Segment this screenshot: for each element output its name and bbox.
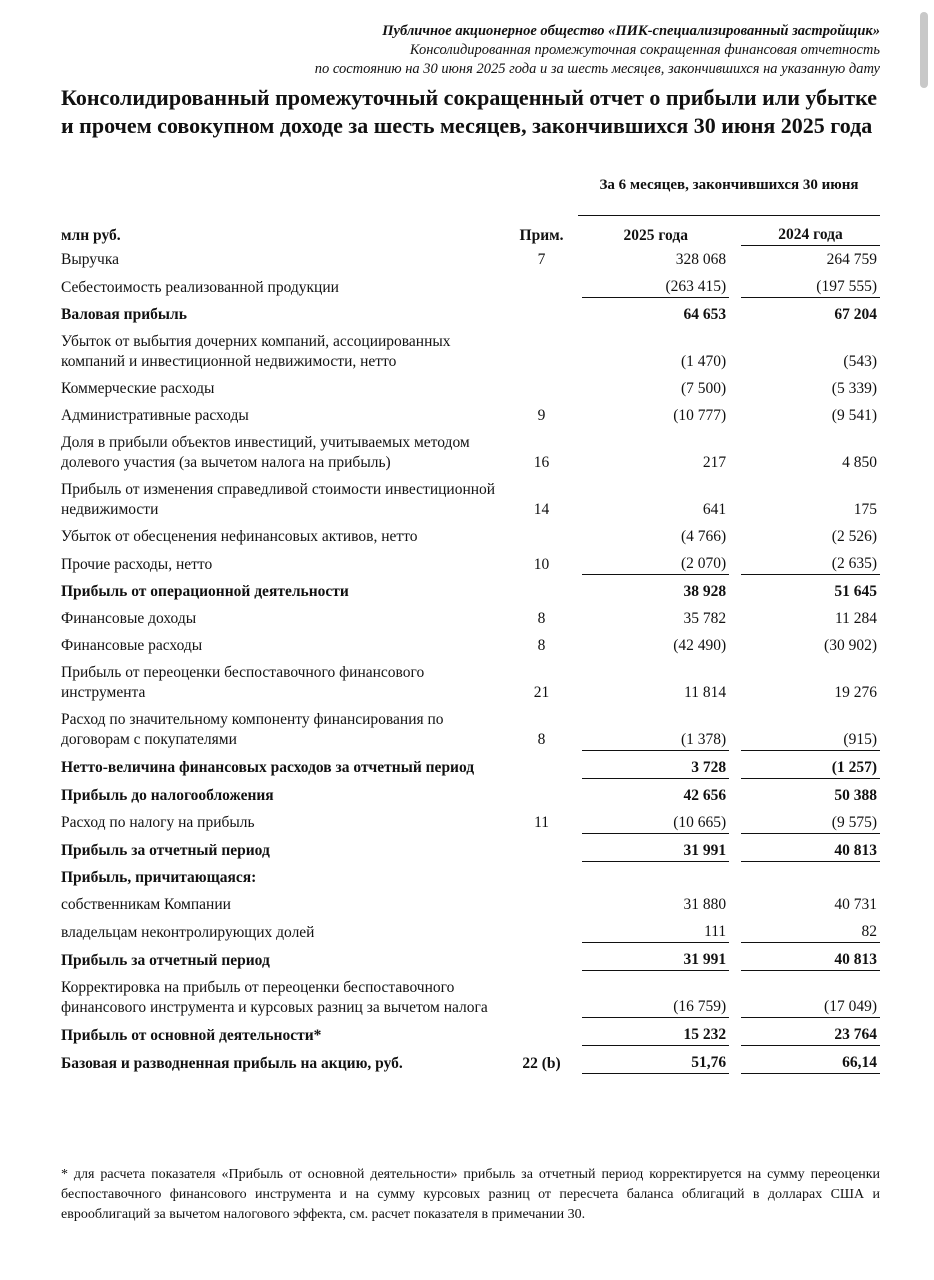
report-date: по состоянию на 30 июня 2025 года и за шесть месяцев, закончившихся на указанную дату — [314, 61, 880, 77]
table-row — [61, 888, 880, 915]
footnote: * для расчета показателя «Прибыль от основной деятельности» прибыль за отчетный период корректируется на сумму переоценки беспоставочного финансового инструмента и на сумму курсовых разниц от пересчета баланса облигаций в долларах США и еврооблигаций за вычетом налогового эффекта, см. расчет показателя в примечании 30. — [61, 1167, 880, 1222]
row-label: Убыток от обесценения нефинансовых активов, нетто — [61, 528, 418, 545]
row-label: Коммерческие расходы — [61, 380, 215, 397]
row-value-2025: (10 777) — [673, 407, 727, 424]
row-label: собственникам Компании — [61, 896, 231, 913]
table-row — [61, 703, 880, 750]
row-value-2025: 31 991 — [582, 833, 729, 861]
row-value-2024: (2 526) — [831, 528, 877, 545]
row-note — [509, 750, 575, 778]
row-value-2024: 67 204 — [834, 306, 877, 323]
row-label: Прибыль до налогообложения — [61, 786, 274, 804]
table-row — [61, 246, 880, 271]
table-row — [61, 1046, 880, 1074]
row-label: Себестоимость реализованной продукции — [61, 278, 339, 296]
table-row — [61, 971, 880, 1018]
row-value-2024: (543) — [843, 353, 877, 370]
row-note — [509, 575, 575, 603]
row-value-2025: 3 728 — [582, 750, 729, 778]
table-row — [61, 575, 880, 603]
row-note — [509, 833, 575, 861]
row-value-2024: 40 813 — [741, 833, 880, 861]
table-row — [61, 602, 880, 629]
row-note: 22 (b) — [522, 1054, 561, 1072]
row-value-2024: (915) — [741, 703, 880, 750]
row-value-2024: 11 284 — [834, 610, 877, 627]
row-value-2025: 111 — [582, 915, 729, 943]
row-label: Прочие расходы, нетто — [61, 555, 213, 573]
row-label: Расход по налогу на прибыль — [61, 814, 255, 831]
table-row — [61, 861, 880, 888]
row-note: 8 — [537, 637, 546, 654]
row-value-2025: 217 — [702, 454, 727, 471]
row-note — [509, 270, 575, 298]
row-note — [509, 520, 575, 547]
table-row — [61, 943, 880, 971]
row-label: Прибыль, причитающаяся: — [61, 869, 257, 886]
row-value-2024: (5 339) — [831, 380, 877, 397]
report-name: Консолидированная промежуточная сокращенная финансовая отчетность — [409, 42, 880, 58]
table-row — [61, 547, 880, 575]
table-row — [61, 833, 880, 861]
row-note — [509, 861, 575, 888]
row-value-2025: 31 880 — [683, 896, 727, 913]
row-value-2025: (2 070) — [582, 547, 729, 575]
row-note: 9 — [537, 407, 546, 424]
row-note: 8 — [537, 610, 546, 627]
row-value-2025: (1 378) — [582, 703, 729, 750]
table-row — [61, 750, 880, 778]
row-value-2024: 264 759 — [826, 251, 877, 268]
row-value-2024: 82 — [741, 915, 880, 943]
row-value-2024: 23 764 — [741, 1018, 880, 1046]
row-label: Административные расходы — [61, 407, 249, 424]
row-label: Прибыль за отчетный период — [61, 842, 270, 859]
row-label: Прибыль от операционной деятельности — [61, 583, 349, 600]
row-note: 11 — [534, 814, 549, 831]
row-value-2025: 15 232 — [582, 1018, 729, 1046]
row-value-2025: (4 766) — [680, 528, 727, 545]
row-note — [509, 971, 575, 1018]
row-value-2024: 19 276 — [834, 684, 877, 701]
header-note: Прим. — [519, 226, 564, 244]
income-statement-table — [61, 218, 880, 1074]
row-value-2024: (2 635) — [741, 547, 880, 575]
period-header-divider — [578, 215, 880, 216]
row-label: Финансовые доходы — [61, 610, 197, 627]
row-note — [509, 778, 575, 806]
row-note — [509, 372, 575, 399]
row-value-2025: 51,76 — [582, 1046, 729, 1074]
table-row — [61, 270, 880, 298]
row-value-2024: 40 731 — [834, 896, 877, 913]
row-value-2024: 66,14 — [741, 1046, 880, 1074]
table-row — [61, 629, 880, 656]
row-note — [509, 915, 575, 943]
row-value-2025 — [582, 861, 729, 888]
row-value-2025: 641 — [702, 501, 727, 518]
row-label: владельцам неконтролирующих долей — [61, 923, 315, 941]
table-row — [61, 656, 880, 703]
row-note: 14 — [533, 501, 550, 518]
row-value-2024: 51 645 — [834, 583, 877, 600]
row-value-2025: (1 470) — [680, 353, 727, 370]
row-label: Выручка — [61, 251, 120, 268]
table-row — [61, 778, 880, 806]
row-label: Убыток от выбытия дочерних компаний, ассоциированных компаний и инвестиционной недвижимости, нетто — [61, 333, 451, 370]
row-note: 21 — [533, 684, 550, 701]
row-value-2025: (42 490) — [673, 637, 727, 654]
row-label: Корректировка на прибыль от переоценки беспоставочного финансового инструмента и курсовых разниц за вычетом налога — [61, 978, 488, 1016]
row-note — [509, 888, 575, 915]
row-value-2025: 42 656 — [683, 786, 727, 804]
row-value-2024: 40 813 — [741, 943, 880, 971]
table-row — [61, 426, 880, 473]
table-row — [61, 806, 880, 834]
table-row — [61, 915, 880, 943]
row-note: 16 — [533, 454, 550, 471]
row-note — [509, 298, 575, 326]
row-value-2024: (197 555) — [741, 270, 880, 298]
table-body — [61, 246, 880, 1074]
row-value-2024: 50 388 — [834, 786, 877, 804]
row-value-2025: 64 653 — [683, 306, 727, 323]
row-value-2024: (1 257) — [741, 750, 880, 778]
row-value-2024: 4 850 — [842, 454, 877, 471]
row-value-2024 — [741, 861, 880, 888]
row-label: Валовая прибыль — [61, 306, 187, 323]
row-label: Финансовые расходы — [61, 637, 203, 654]
row-note — [509, 1018, 575, 1046]
document-title: Консолидированный промежуточный сокращенный отчет о прибыли или убытке и прочем совокупном доходе за шесть месяцев, закончившихся 30 июня 2025 года — [61, 85, 877, 138]
table-row — [61, 520, 880, 547]
table-header-row — [61, 218, 880, 246]
row-value-2024: 175 — [853, 501, 877, 518]
row-value-2025: (10 665) — [582, 806, 729, 834]
scrollbar[interactable] — [920, 12, 928, 88]
row-value-2024: (9 541) — [831, 407, 877, 424]
row-label: Нетто-величина финансовых расходов за отчетный период — [61, 759, 475, 776]
table-row — [61, 399, 880, 426]
row-value-2025: 31 991 — [582, 943, 729, 971]
row-value-2025: (7 500) — [680, 380, 727, 397]
row-note: 8 — [537, 731, 546, 748]
row-note — [509, 325, 575, 372]
table-row — [61, 1018, 880, 1046]
row-note: 7 — [537, 251, 546, 268]
row-label: Прибыль за отчетный период — [61, 951, 270, 969]
row-label: Расход по значительному компоненту финансирования по договорам с покупателями — [61, 711, 444, 748]
row-note: 10 — [533, 555, 550, 573]
row-label: Доля в прибыли объектов инвестиций, учитываемых методом долевого участия (за вычетом налога на прибыль) — [61, 434, 470, 471]
header-2025: 2025 года — [623, 226, 688, 244]
row-value-2025: (16 759) — [582, 971, 729, 1018]
table-row — [61, 298, 880, 326]
table-row — [61, 372, 880, 399]
page-header — [315, 22, 880, 79]
row-value-2025: 35 782 — [683, 610, 727, 627]
row-value-2025: 328 068 — [675, 251, 727, 268]
row-label: Прибыль от переоценки беспоставочного финансового инструмента — [61, 664, 425, 701]
header-units: млн руб. — [61, 226, 121, 244]
table-row — [61, 325, 880, 372]
row-value-2025: 11 814 — [684, 684, 727, 701]
row-label: Прибыль от основной деятельности* — [61, 1026, 322, 1044]
company-name: Публичное акционерное общество «ПИК-специализированный застройщик» — [382, 23, 880, 39]
row-value-2025: (263 415) — [582, 270, 729, 298]
row-value-2024: (30 902) — [824, 637, 877, 654]
table-row — [61, 473, 880, 520]
period-header: За 6 месяцев, закончившихся 30 июня — [599, 177, 859, 193]
row-value-2025: 38 928 — [683, 583, 727, 600]
row-value-2024: (9 575) — [741, 806, 880, 834]
header-2024: 2024 года — [741, 218, 880, 246]
row-note — [509, 943, 575, 971]
row-label: Базовая и разводненная прибыль на акцию, руб. — [61, 1054, 403, 1072]
row-label: Прибыль от изменения справедливой стоимости инвестиционной недвижимости — [61, 481, 496, 518]
row-value-2024: (17 049) — [741, 971, 880, 1018]
